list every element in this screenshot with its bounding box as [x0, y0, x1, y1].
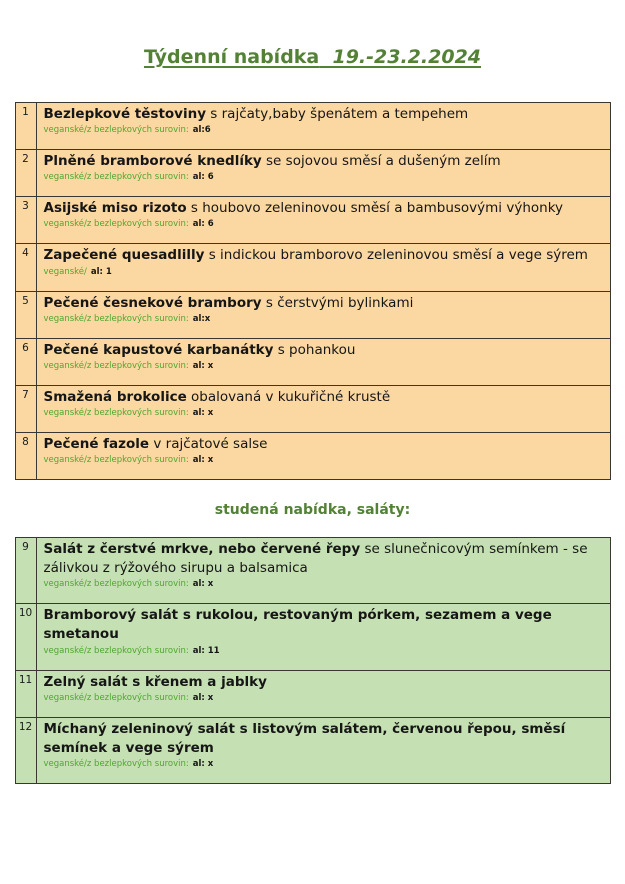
dish-cell	[36, 244, 610, 291]
dish-description: s čerstvými bylinkami	[261, 294, 414, 311]
page-title-underline	[144, 46, 481, 68]
dish-name: Bezlepkové těstoviny	[43, 105, 207, 122]
row-number: 1	[15, 102, 36, 149]
dietary-info	[44, 361, 604, 372]
dietary-info	[44, 759, 604, 770]
allergen-info: al: x	[192, 455, 214, 466]
dish-name: Zelný salát s křenem a jablky	[43, 673, 267, 690]
dish-text	[44, 720, 604, 758]
dish-text	[44, 246, 604, 265]
row-number: 8	[15, 433, 36, 480]
dish-name: Pečené fazole	[43, 436, 150, 453]
row-number: 4	[15, 244, 36, 291]
cold-menu-table	[15, 537, 611, 784]
menu-row	[15, 717, 610, 783]
dish-name: Asijské miso rizoto	[43, 200, 187, 217]
allergen-info: al: 6	[192, 219, 214, 230]
dietary-label: veganské/z bezlepkových surovin:	[43, 759, 189, 770]
page-title-date: 19.-23.2.2024	[332, 46, 482, 68]
row-number: 3	[15, 197, 36, 244]
dish-name: Smažená brokolice	[43, 389, 187, 406]
dietary-label: veganské/z bezlepkových surovin:	[43, 645, 189, 656]
row-number: 12	[15, 717, 36, 783]
page-title-text: Týdenní nabídka	[143, 46, 320, 68]
row-number: 5	[15, 291, 36, 338]
allergen-info: al: 1	[90, 266, 112, 277]
dish-text	[44, 341, 604, 360]
dish-cell	[36, 386, 610, 433]
dish-name: Salát z čerstvé mrkve, nebo červené řepy	[43, 540, 361, 557]
dietary-label: veganské/z bezlepkových surovin:	[43, 455, 189, 466]
allergen-info: al: 11	[192, 645, 220, 656]
menu-row	[15, 433, 610, 480]
dietary-label: veganské/z bezlepkových surovin:	[43, 360, 189, 371]
dish-cell	[36, 291, 610, 338]
dietary-info	[44, 267, 604, 278]
dietary-info	[44, 314, 604, 325]
hot-menu-body	[15, 102, 610, 480]
page-title	[0, 46, 625, 69]
dish-text	[44, 105, 604, 124]
dish-description: s pohankou	[273, 341, 356, 358]
dietary-label: veganské/z bezlepkových surovin:	[43, 219, 189, 230]
menu-row	[15, 386, 610, 433]
dish-cell	[36, 433, 610, 480]
dish-cell	[36, 717, 610, 783]
allergen-info: al: 6	[192, 172, 214, 183]
dietary-label: veganské/z bezlepkových surovin:	[43, 408, 189, 419]
allergen-info: al:6	[192, 124, 211, 135]
dietary-info	[44, 408, 604, 419]
dietary-label: veganské/z bezlepkových surovin:	[43, 692, 189, 703]
dish-text	[44, 294, 604, 313]
dietary-info	[44, 172, 604, 183]
dish-name: Pečené kapustové karbanátky	[43, 341, 274, 358]
dish-name: Plněné bramborové knedlíky	[43, 153, 262, 169]
allergen-info: al: x	[192, 692, 214, 703]
dish-name: Pečené česnekové brambory	[43, 294, 262, 311]
row-number: 9	[15, 537, 36, 603]
dietary-info	[44, 219, 604, 230]
dish-description: obalovaná v kukuřičné krustě	[186, 389, 391, 406]
dish-text	[44, 435, 604, 454]
dish-name: Míchaný zeleninový salát s listovým salátem, červenou řepou, směsí semínek a vege sýrem	[43, 720, 566, 756]
dish-text	[44, 540, 604, 578]
dietary-label: veganské/z bezlepkových surovin:	[43, 313, 189, 324]
dietary-info	[44, 455, 604, 466]
allergen-info: al: x	[192, 360, 214, 371]
dish-name: Bramborový salát s rukolou, restovaným pórkem, sezamem a vege smetanou	[43, 607, 552, 643]
dish-cell	[36, 537, 610, 603]
menu-row	[15, 338, 610, 385]
dietary-info	[44, 579, 604, 590]
dietary-label: veganské/	[43, 266, 87, 277]
dish-text	[44, 199, 604, 218]
menu-row	[15, 604, 610, 670]
row-number: 10	[15, 604, 36, 670]
dish-cell	[36, 197, 610, 244]
dietary-info	[44, 693, 604, 704]
dietary-label: veganské/z bezlepkových surovin:	[43, 124, 189, 135]
allergen-info: al: x	[192, 579, 214, 590]
dietary-info	[44, 646, 604, 657]
allergen-info: al:x	[192, 313, 211, 324]
cold-menu-body	[15, 537, 610, 783]
dish-description: se sojovou směsí a dušeným zelím	[261, 153, 501, 169]
dish-description: s rajčaty,baby špenátem a tempehem	[206, 105, 469, 122]
menu-row	[15, 102, 610, 149]
menu-row	[15, 197, 610, 244]
dish-cell	[36, 102, 610, 149]
menu-row	[15, 150, 610, 197]
dish-description: se slunečnicovým semínkem - se zálivkou z rýžového sirupu a balsamica	[43, 540, 588, 577]
hot-menu-table	[15, 102, 611, 481]
dish-description: v rajčatové salse	[149, 436, 268, 453]
menu-row	[15, 537, 610, 603]
row-number: 2	[15, 150, 36, 197]
allergen-info: al: x	[192, 759, 214, 770]
dish-name: Zapečené quesadlilly	[43, 247, 205, 264]
dish-cell	[36, 150, 610, 197]
dish-text	[44, 606, 604, 644]
dish-description: s indickou bramborovo zeleninovou směsí a vege sýrem	[204, 247, 588, 264]
menu-row	[15, 670, 610, 717]
dish-text	[44, 673, 604, 692]
title-gap	[319, 46, 332, 68]
menu-row	[15, 244, 610, 291]
dish-text	[44, 388, 604, 407]
menu-row	[15, 291, 610, 338]
dish-description: s houbovo zeleninovou směsí a bambusovými výhonky	[186, 200, 564, 217]
dietary-label: veganské/z bezlepkových surovin:	[43, 172, 189, 183]
dietary-label: veganské/z bezlepkových surovin:	[43, 579, 189, 590]
allergen-info: al: x	[192, 408, 214, 419]
row-number: 7	[15, 386, 36, 433]
dish-text	[44, 152, 604, 171]
row-number: 6	[15, 338, 36, 385]
dish-cell	[36, 338, 610, 385]
row-number: 11	[15, 670, 36, 717]
dietary-info	[44, 125, 604, 136]
dish-cell	[36, 670, 610, 717]
cold-section-heading: studená nabídka, saláty:	[214, 502, 411, 519]
dish-cell	[36, 604, 610, 670]
